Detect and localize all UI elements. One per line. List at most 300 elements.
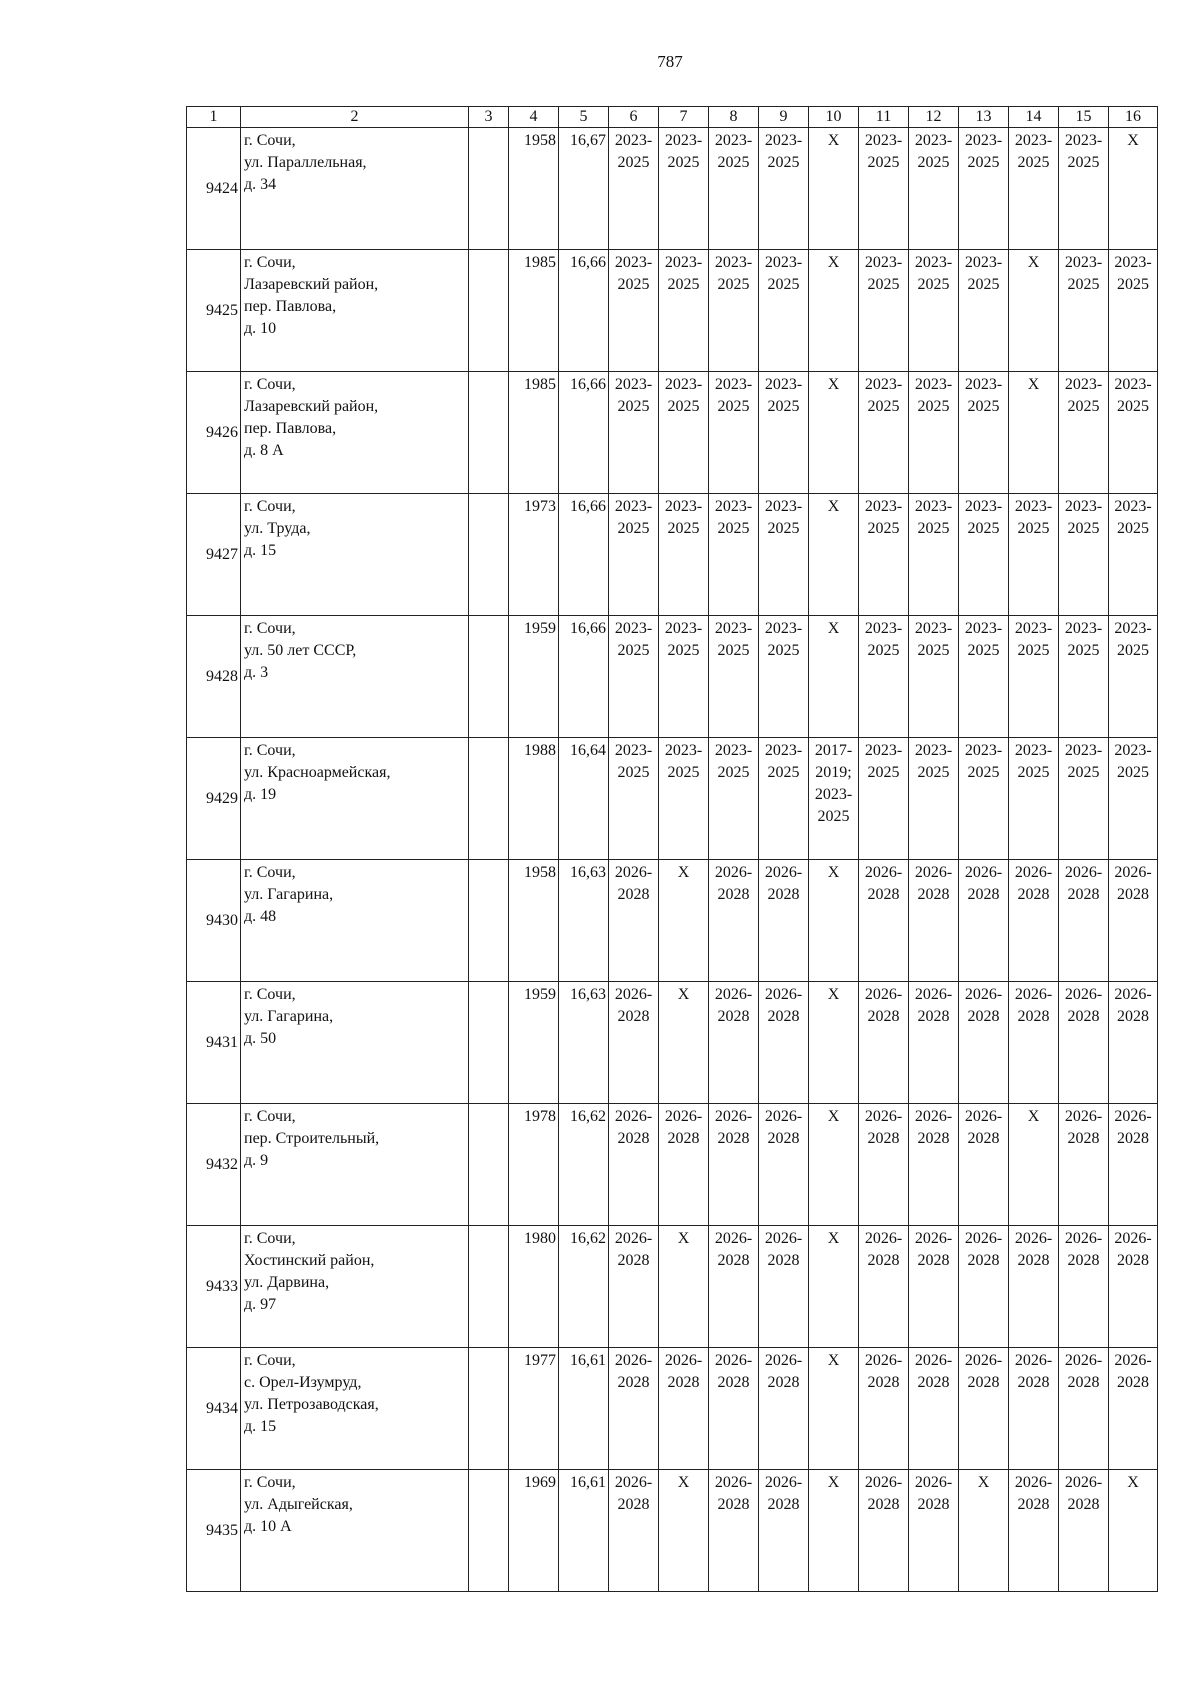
period-text: 2023- [714, 498, 753, 515]
address-line: д. 10 [244, 320, 277, 337]
build-year-cell: 1958 [509, 860, 559, 982]
period-cell [659, 982, 709, 1104]
period-cell [909, 128, 959, 250]
period-text: 2026- [1114, 1108, 1152, 1125]
period-text: 2023- [664, 132, 703, 149]
period-text: 2028 [717, 1130, 750, 1147]
period-cell [909, 250, 959, 372]
period-cell [609, 860, 659, 982]
period-text: 2023- [1064, 254, 1103, 271]
period-cell [609, 494, 659, 616]
column-3-cell [469, 128, 509, 250]
column-header: 1 [187, 107, 241, 128]
period-cell [1009, 1226, 1059, 1348]
period-cell [609, 616, 659, 738]
period-text: 2026- [864, 864, 903, 881]
period-text: 2023- [714, 376, 753, 393]
column-3-cell [469, 860, 509, 982]
period-text: 2028 [717, 886, 750, 903]
address-line: д. 48 [244, 908, 277, 925]
period-text: 2023- [614, 254, 653, 271]
period-text: 2028 [917, 1374, 950, 1391]
period-cell [759, 616, 809, 738]
period-text: Х [1027, 376, 1040, 393]
period-text: 2023- [864, 498, 903, 515]
address-line: ул. Гагарина, [244, 1008, 334, 1025]
period-cell [1059, 1104, 1109, 1226]
period-text: 2025 [1117, 520, 1149, 537]
period-cell [609, 1348, 659, 1470]
period-cell [709, 1348, 759, 1470]
period-text: 2028 [767, 1130, 800, 1147]
period-text: 2023- [764, 376, 803, 393]
period-text: 2025 [767, 276, 800, 293]
period-cell [659, 128, 709, 250]
address-line: г. Сочи, [244, 254, 296, 271]
table-row [187, 860, 1158, 982]
period-cell [909, 738, 959, 860]
row-number: 9428 [187, 616, 241, 738]
period-cell [1109, 1470, 1158, 1592]
address-line: г. Сочи, [244, 132, 296, 149]
period-cell [1009, 1348, 1059, 1470]
address-line: г. Сочи, [244, 376, 296, 393]
period-cell [659, 1470, 709, 1592]
period-text: 2023- [964, 620, 1003, 637]
period-text: 2023- [664, 498, 703, 515]
column-3-cell [469, 616, 509, 738]
period-text: 2025 [967, 398, 1000, 415]
period-text: 2023- [964, 498, 1003, 515]
period-text: 2028 [767, 1252, 800, 1269]
table-row [187, 1104, 1158, 1226]
period-text: 2019; [815, 764, 852, 781]
period-text: 2026- [764, 1474, 803, 1491]
period-text: 2025 [1117, 764, 1149, 781]
period-text: 2028 [767, 1374, 800, 1391]
period-cell [1059, 982, 1109, 1104]
table-row [187, 1470, 1158, 1592]
period-cell [709, 1470, 759, 1592]
address-cell [241, 1104, 469, 1226]
period-cell [1009, 250, 1059, 372]
period-cell [1059, 494, 1109, 616]
period-text: 2023- [664, 376, 703, 393]
period-text: 2025 [617, 276, 650, 293]
housing-registry-table [186, 106, 1158, 1592]
build-year-cell: 1973 [509, 494, 559, 616]
period-text: 2023- [714, 254, 753, 271]
period-text: 2026- [714, 986, 753, 1003]
value-cell: 16,66 [559, 250, 609, 372]
period-text: 2026- [914, 1230, 953, 1247]
period-text: Х [827, 1108, 840, 1125]
period-text: Х [677, 864, 690, 881]
period-text: Х [827, 1352, 840, 1369]
period-cell [709, 1226, 759, 1348]
period-cell [659, 250, 709, 372]
column-3-cell [469, 372, 509, 494]
period-cell [1109, 494, 1158, 616]
column-header: 2 [241, 107, 469, 128]
table-row [187, 372, 1158, 494]
column-3-cell [469, 1348, 509, 1470]
value-cell: 16,66 [559, 616, 609, 738]
period-cell [809, 250, 859, 372]
period-text: 2028 [917, 1008, 950, 1025]
period-text: 2026- [1014, 1230, 1053, 1247]
period-text: Х [827, 498, 840, 515]
period-text: 2028 [617, 1130, 650, 1147]
period-cell [809, 128, 859, 250]
column-3-cell [469, 494, 509, 616]
period-text: 2023- [614, 620, 653, 637]
period-text: 2028 [1017, 886, 1050, 903]
period-text: 2023- [964, 132, 1003, 149]
period-text: 2025 [967, 520, 1000, 537]
build-year-cell: 1988 [509, 738, 559, 860]
address-line: г. Сочи, [244, 498, 296, 515]
period-cell [1009, 738, 1059, 860]
period-cell [759, 250, 809, 372]
period-text: 2025 [817, 808, 850, 825]
address-cell [241, 860, 469, 982]
period-cell [959, 1348, 1009, 1470]
period-text: 2023- [614, 498, 653, 515]
address-line: пер. Павлова, [244, 420, 337, 437]
column-header: 12 [909, 107, 959, 128]
period-text: Х [827, 986, 840, 1003]
address-line: ул. Красноармейская, [244, 764, 391, 781]
period-text: 2028 [717, 1496, 750, 1513]
table-row [187, 1348, 1158, 1470]
column-3-cell [469, 1104, 509, 1226]
period-text: 2028 [1017, 1496, 1050, 1513]
period-cell [1059, 738, 1109, 860]
period-cell [1109, 372, 1158, 494]
period-text: 2025 [617, 398, 650, 415]
period-text: 2017- [814, 742, 853, 759]
period-text: 2025 [967, 642, 1000, 659]
period-text: 2026- [964, 1230, 1003, 1247]
period-cell [1059, 860, 1109, 982]
period-text: Х [827, 1474, 840, 1491]
period-cell [859, 1348, 909, 1470]
period-cell [959, 982, 1009, 1104]
period-text: 2025 [617, 764, 650, 781]
column-header: 9 [759, 107, 809, 128]
address-line: Лазаревский район, [244, 398, 379, 415]
address-cell [241, 372, 469, 494]
period-text: 2028 [1017, 1252, 1050, 1269]
address-line: д. 3 [244, 664, 269, 681]
build-year-cell: 1978 [509, 1104, 559, 1226]
period-text: 2025 [617, 520, 650, 537]
column-header: 4 [509, 107, 559, 128]
period-cell [959, 494, 1009, 616]
table-row [187, 128, 1158, 250]
period-cell [1059, 1226, 1109, 1348]
period-text: 2026- [964, 864, 1003, 881]
period-cell [859, 494, 909, 616]
build-year-cell: 1980 [509, 1226, 559, 1348]
period-text: Х [827, 1230, 840, 1247]
period-text: Х [977, 1474, 990, 1491]
period-text: 2025 [667, 764, 700, 781]
period-text: 2026- [614, 1108, 653, 1125]
period-cell [659, 494, 709, 616]
period-cell [809, 372, 859, 494]
row-number: 9427 [187, 494, 241, 616]
period-text: 2023- [914, 620, 953, 637]
row-number: 9432 [187, 1104, 241, 1226]
period-text: 2026- [714, 1108, 753, 1125]
period-text: 2025 [1117, 398, 1149, 415]
build-year-cell: 1985 [509, 250, 559, 372]
period-text: 2028 [617, 1008, 650, 1025]
period-cell [609, 1104, 659, 1226]
period-cell [859, 982, 909, 1104]
period-text: 2028 [967, 886, 1000, 903]
period-text: 2026- [764, 1352, 803, 1369]
period-cell [959, 128, 1009, 250]
period-cell [759, 860, 809, 982]
period-text: 2025 [1017, 642, 1050, 659]
period-text: Х [1027, 1108, 1040, 1125]
column-3-cell [469, 1470, 509, 1592]
period-cell [1009, 860, 1059, 982]
period-cell [759, 1348, 809, 1470]
period-cell [1009, 1470, 1059, 1592]
address-line: г. Сочи, [244, 1474, 296, 1491]
period-text: 2028 [617, 1374, 650, 1391]
period-text: 2023- [1114, 742, 1152, 759]
address-line: пер. Строительный, [244, 1130, 380, 1147]
period-text: Х [827, 620, 840, 637]
period-cell [1009, 494, 1059, 616]
table-row [187, 982, 1158, 1104]
period-text: 2025 [667, 154, 700, 171]
period-cell [709, 860, 759, 982]
address-line: ул. Дарвина, [244, 1274, 330, 1291]
period-text: 2028 [917, 1130, 950, 1147]
period-cell [909, 494, 959, 616]
value-cell: 16,63 [559, 860, 609, 982]
period-text: 2028 [767, 886, 800, 903]
period-cell [959, 616, 1009, 738]
row-number: 9429 [187, 738, 241, 860]
row-number: 9426 [187, 372, 241, 494]
period-text: 2026- [1014, 864, 1053, 881]
period-cell [759, 982, 809, 1104]
period-cell [809, 1470, 859, 1592]
period-text: 2028 [917, 1496, 950, 1513]
address-line: д. 15 [244, 542, 277, 559]
build-year-cell: 1958 [509, 128, 559, 250]
period-text: Х [677, 1230, 690, 1247]
period-text: 2023- [1114, 620, 1152, 637]
period-cell [1059, 128, 1109, 250]
period-text: 2026- [864, 986, 903, 1003]
column-header: 16 [1109, 107, 1158, 128]
address-cell [241, 1226, 469, 1348]
period-text: 2023- [914, 132, 953, 149]
table-row [187, 494, 1158, 616]
period-text: Х [827, 376, 840, 393]
period-cell [709, 372, 759, 494]
period-text: Х [827, 864, 840, 881]
row-number: 9435 [187, 1470, 241, 1592]
period-text: Х [1127, 1474, 1139, 1491]
column-header: 8 [709, 107, 759, 128]
period-text: 2023- [1014, 132, 1053, 149]
period-cell [759, 1470, 809, 1592]
period-cell [709, 738, 759, 860]
period-text: 2023- [664, 620, 703, 637]
row-number: 9433 [187, 1226, 241, 1348]
address-cell [241, 1348, 469, 1470]
address-line: д. 50 [244, 1030, 277, 1047]
period-text: 2028 [1067, 1130, 1100, 1147]
build-year-cell: 1959 [509, 982, 559, 1104]
period-cell [659, 1104, 709, 1226]
period-text: 2025 [1067, 520, 1100, 537]
address-line: ул. Гагарина, [244, 886, 334, 903]
period-text: 2025 [867, 520, 900, 537]
period-text: 2023- [1064, 132, 1103, 149]
period-text: 2028 [867, 1130, 900, 1147]
period-text: 2025 [667, 398, 700, 415]
period-cell [759, 1104, 809, 1226]
period-text: 2025 [717, 520, 750, 537]
period-cell [1059, 1470, 1109, 1592]
period-text: 2023- [864, 376, 903, 393]
period-cell [909, 1470, 959, 1592]
row-number: 9425 [187, 250, 241, 372]
period-cell [1059, 1348, 1109, 1470]
period-cell [1009, 616, 1059, 738]
value-cell: 16,61 [559, 1348, 609, 1470]
period-text: 2026- [614, 1230, 653, 1247]
period-text: 2026- [1014, 986, 1053, 1003]
period-text: 2025 [767, 764, 800, 781]
period-text: 2026- [864, 1474, 903, 1491]
build-year-cell: 1959 [509, 616, 559, 738]
period-text: 2025 [1067, 398, 1100, 415]
column-header: 15 [1059, 107, 1109, 128]
period-text: 2026- [1014, 1474, 1053, 1491]
period-cell [609, 128, 659, 250]
period-cell [1009, 372, 1059, 494]
period-cell [1059, 372, 1109, 494]
period-text: 2026- [614, 1352, 653, 1369]
period-text: 2025 [717, 642, 750, 659]
period-cell [1009, 982, 1059, 1104]
period-cell [909, 1104, 959, 1226]
period-text: 2025 [867, 398, 900, 415]
period-cell [909, 1348, 959, 1470]
period-text: 2028 [617, 1252, 650, 1269]
period-text: 2025 [917, 642, 950, 659]
period-cell [809, 982, 859, 1104]
period-cell [709, 1104, 759, 1226]
column-header: 5 [559, 107, 609, 128]
period-text: 2028 [1067, 1008, 1100, 1025]
period-cell [709, 616, 759, 738]
column-header: 14 [1009, 107, 1059, 128]
address-cell [241, 128, 469, 250]
address-line: г. Сочи, [244, 986, 296, 1003]
column-3-cell [469, 982, 509, 1104]
address-line: г. Сочи, [244, 864, 296, 881]
period-cell [659, 616, 709, 738]
column-header: 3 [469, 107, 509, 128]
period-text: 2023- [1014, 742, 1053, 759]
address-line: г. Сочи, [244, 1108, 296, 1125]
period-cell [609, 1226, 659, 1348]
period-text: 2023- [714, 620, 753, 637]
period-text: 2025 [667, 520, 700, 537]
period-text: 2028 [917, 1252, 950, 1269]
period-text: 2028 [717, 1252, 750, 1269]
period-cell [1059, 616, 1109, 738]
address-cell [241, 250, 469, 372]
period-text: 2028 [1117, 1130, 1149, 1147]
period-text: 2023- [864, 742, 903, 759]
period-text: 2023- [764, 742, 803, 759]
period-text: 2026- [1064, 1352, 1103, 1369]
period-text: 2026- [1014, 1352, 1053, 1369]
period-text: 2026- [614, 864, 653, 881]
period-text: 2025 [917, 154, 950, 171]
period-text: 2025 [917, 764, 950, 781]
row-number: 9434 [187, 1348, 241, 1470]
period-text: 2026- [714, 1474, 753, 1491]
period-cell [759, 1226, 809, 1348]
period-text: 2023- [864, 620, 903, 637]
period-text: 2028 [867, 1008, 900, 1025]
period-cell [1109, 128, 1158, 250]
period-text: 2025 [1017, 154, 1050, 171]
period-text: 2028 [1117, 886, 1149, 903]
period-text: 2026- [964, 986, 1003, 1003]
period-cell [809, 494, 859, 616]
period-text: 2025 [767, 520, 800, 537]
period-text: 2026- [964, 1352, 1003, 1369]
address-line: г. Сочи, [244, 742, 296, 759]
period-cell [809, 860, 859, 982]
period-text: 2025 [1067, 764, 1100, 781]
period-text: 2023- [1114, 254, 1152, 271]
period-text: 2023- [914, 742, 953, 759]
period-cell [809, 738, 859, 860]
period-text: 2026- [764, 1108, 803, 1125]
period-text: 2026- [764, 986, 803, 1003]
period-cell [709, 494, 759, 616]
period-cell [909, 372, 959, 494]
period-text: 2023- [1014, 620, 1053, 637]
period-text: 2023- [1064, 498, 1103, 515]
period-text: 2025 [1067, 276, 1100, 293]
period-text: 2028 [1017, 1008, 1050, 1025]
period-text: 2028 [1067, 1374, 1100, 1391]
column-3-cell [469, 250, 509, 372]
period-text: 2025 [1067, 154, 1100, 171]
table-row [187, 738, 1158, 860]
address-line: Лазаревский район, [244, 276, 379, 293]
period-text: 2028 [617, 886, 650, 903]
period-text: 2028 [1017, 1374, 1050, 1391]
